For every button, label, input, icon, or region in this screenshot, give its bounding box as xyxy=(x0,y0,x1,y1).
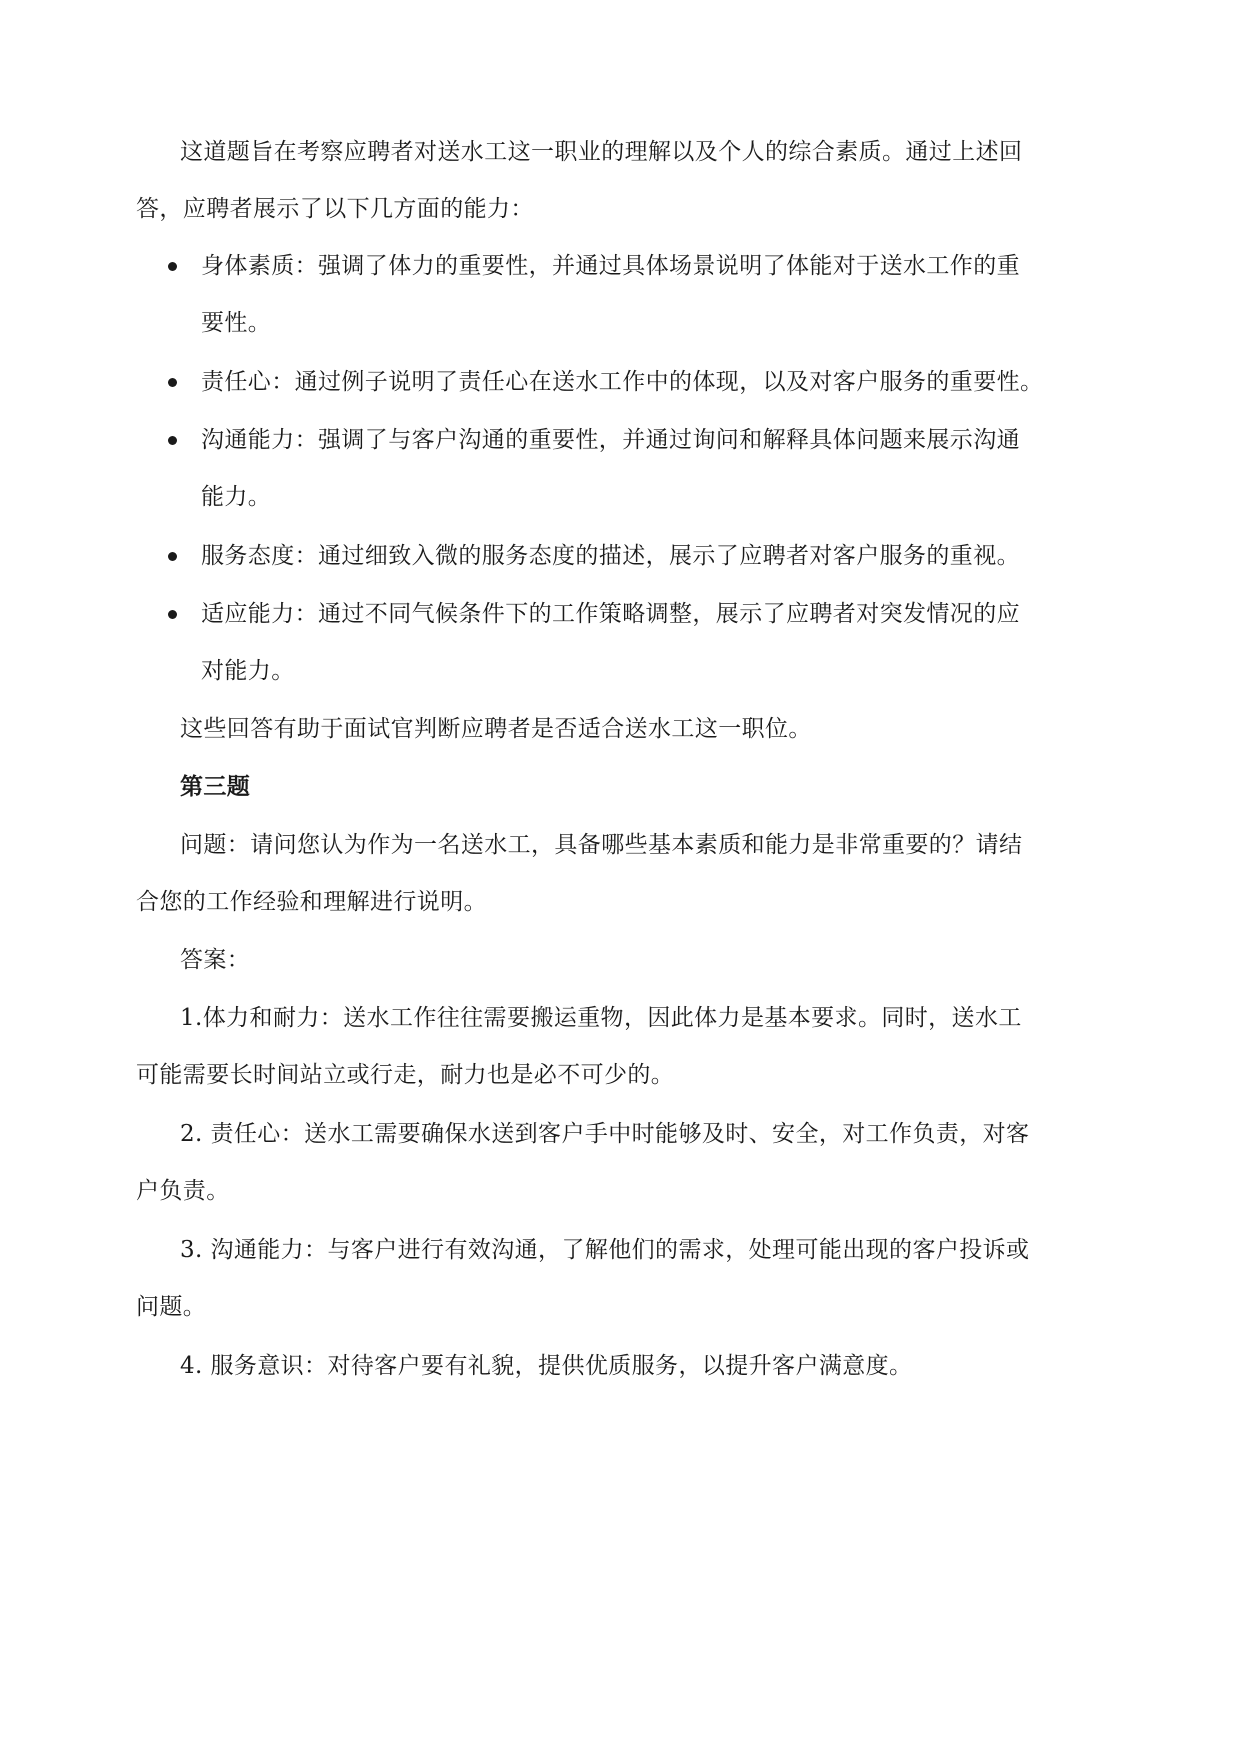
question-line-1: 问题：请问您认为作为一名送水工，具备哪些基本素质和能力是非常重要的？请结 xyxy=(180,832,1023,858)
conclusion-text: 这些回答有助于面试官判断应聘者是否适合送水工这一职位。 xyxy=(180,716,812,742)
list-item-line-1: 沟通能力：强调了与客户沟通的重要性，并通过询问和解释具体问题来展示沟通 xyxy=(201,427,1020,453)
bullet-icon xyxy=(168,610,177,619)
list-item-line-2: 要性。 xyxy=(201,310,272,336)
answer-label: 答案： xyxy=(180,947,251,973)
section-title: 第三题 xyxy=(180,774,251,800)
intro-line-1: 这道题旨在考察应聘者对送水工这一职业的理解以及个人的综合素质。通过上述回 xyxy=(180,139,1023,165)
bullet-icon xyxy=(168,436,177,445)
list-item-line-2: 对能力。 xyxy=(201,658,295,684)
intro-line-2: 答，应聘者展示了以下几方面的能力： xyxy=(136,196,534,222)
answer-line-2: 问题。 xyxy=(136,1294,207,1320)
answer-line-1: 1.体力和耐力：送水工作往往需要搬运重物，因此体力是基本要求。同时，送水工 xyxy=(180,1005,1022,1031)
answer-line-1: 3. 沟通能力：与客户进行有效沟通，了解他们的需求，处理可能出现的客户投诉或 xyxy=(180,1237,1030,1263)
list-item-line-2: 能力。 xyxy=(201,484,272,510)
list-item-line-1: 责任心：通过例子说明了责任心在送水工作中的体现，以及对客户服务的重要性。 xyxy=(201,369,1044,395)
list-item-line-1: 适应能力：通过不同气候条件下的工作策略调整，展示了应聘者对突发情况的应 xyxy=(201,601,1020,627)
list-item-line-1: 服务态度：通过细致入微的服务态度的描述，展示了应聘者对客户服务的重视。 xyxy=(201,543,1020,569)
answer-line-1: 4. 服务意识：对待客户要有礼貌，提供优质服务，以提升客户满意度。 xyxy=(180,1353,913,1379)
answer-line-2: 户负责。 xyxy=(136,1178,230,1204)
bullet-icon xyxy=(168,552,177,561)
bullet-icon xyxy=(168,378,177,387)
answer-line-1: 2. 责任心：送水工需要确保水送到客户手中时能够及时、安全，对工作负责，对客 xyxy=(180,1121,1030,1147)
question-line-2: 合您的工作经验和理解进行说明。 xyxy=(136,889,487,915)
answer-line-2: 可能需要长时间站立或行走，耐力也是必不可少的。 xyxy=(136,1062,675,1088)
list-item-line-1: 身体素质：强调了体力的重要性，并通过具体场景说明了体能对于送水工作的重 xyxy=(201,253,1020,279)
bullet-icon xyxy=(168,262,177,271)
